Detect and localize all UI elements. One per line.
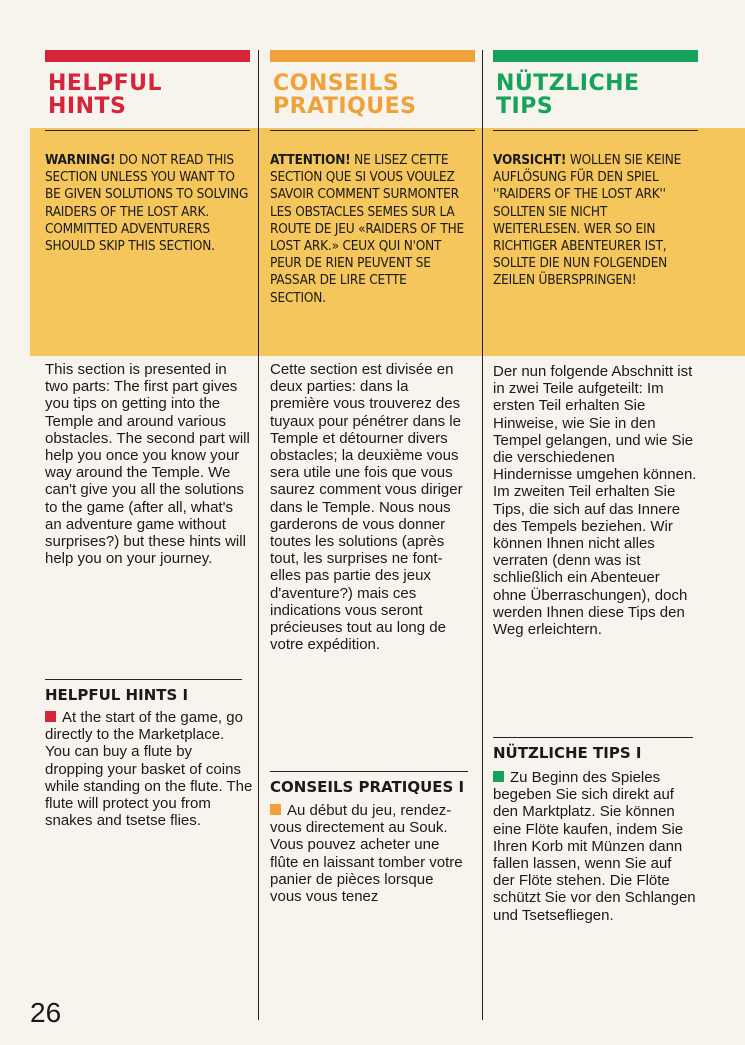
section-subhead: CONSEILS PRATIQUES I	[270, 771, 468, 796]
tip-paragraph	[270, 802, 466, 905]
warning-body: WOLLEN SIE KEINE AUFLÖSUNG FÜR DEN SPIEL ''RAIDERS OF THE LOST ARK'' SOLLTEN SIE NICHT WEITERLESEN. WER SO EIN RICHTIGER ABENTEURER IST, SOLLTE DIE NUN FOLGENDEN ZEILEN ÜBERSPRINGEN!	[493, 152, 682, 289]
warning-text	[45, 152, 253, 255]
intro-paragraph: Der nun folgende Abschnitt ist in zwei Teile aufgeteilt: Im ersten Teil erhalten Sie Hinweise, wie Sie in den Tempel gelangen, und wie Sie die verschiedenen Hindernisse umgehen können. Im zweiten Teil erhalten Sie Tips, die sich auf das Innere des Tempels beziehen. Wir können Ihnen nicht alles verraten (denn was ist schließlich ein Abenteuer ohne Überraschungen), doch werden Ihnen diese Tips den Weg erleichtern.	[493, 363, 697, 639]
warning-body: NE LISEZ CETTE SECTION QUE SI VOUS VOULEZ SAVOIR COMMENT SURMONTER LES OBSTACLES SEMES SUR LA ROUTE DE JEU «RAIDERS OF THE LOST ARK.» CEUX QUI N'ONT PEUR DE RIEN PEUVENT SE PASSAR DE LIRE CETTE SECTION.	[270, 152, 464, 306]
section-subhead: HELPFUL HINTS I	[45, 679, 242, 704]
column-divider	[258, 50, 259, 1020]
warning-text	[493, 152, 695, 290]
column-title: HELPFUL HINTS	[48, 71, 162, 119]
color-bar	[45, 50, 250, 62]
column-french	[270, 0, 465, 1045]
column-german	[493, 0, 698, 1045]
warning-text	[270, 152, 466, 307]
column-title: CONSEILS PRATIQUES	[273, 71, 417, 119]
tip-text: At the start of the game, go directly to the Marketplace. You can buy a flute by dropping your basket of coins while standing on the flute. The flute will protect you from snakes and tsetse flies.	[45, 709, 253, 830]
warning-lead: WARNING!	[45, 152, 116, 168]
section-subhead: NÜTZLICHE TIPS I	[493, 737, 693, 762]
column-title: NÜTZLICHE TIPS	[496, 71, 640, 119]
warning-lead: ATTENTION!	[270, 152, 351, 168]
intro-paragraph: Cette section est divisée en deux parties: dans la première vous trouverez des tuyaux pour pénétrer dans le Temple et détourner divers obstacles; la deuxième vous sera utile une fois que vous saurez comment vous diriger dans le Temple. Nous nous garderons de vous donner toutes les solutions (après tout, les surprises ne font-elles pas partie des jeux d'aventure?) mais ces indications vous seront précieuses tout au long de votre expédition.	[270, 361, 463, 654]
tip-paragraph	[45, 709, 253, 829]
title-rule	[493, 130, 698, 131]
warning-lead: VORSICHT!	[493, 152, 567, 168]
page-number: 26	[30, 997, 62, 1028]
title-rule	[45, 130, 250, 131]
column-divider	[482, 50, 483, 1020]
title-rule	[270, 130, 475, 131]
square-bullet-icon	[270, 804, 281, 815]
tip-paragraph	[493, 769, 697, 924]
tip-text: Zu Beginn des Spieles begeben Sie sich direkt auf den Marktplatz. Sie können eine Flöte kaufen, indem Sie Ihren Korb mit Münzen dann fallen lassen, wenn Sie auf der Flöte stehen. Die Flöte schützt Sie vor den Schlangen und Tsetsefliegen.	[493, 769, 696, 924]
warning-body: DO NOT READ THIS SECTION UNLESS YOU WANT TO BE GIVEN SOLUTIONS TO SOLVING RAIDERS OF THE LOST ARK. COMMITTED ADVENTURERS SHOULD SKIP THIS SECTION.	[45, 152, 249, 255]
tip-text: Au début du jeu, rendez-vous directement au Souk. Vous pouvez acheter une flûte en laissant tomber votre panier de pièces lorsque vous vous tenez	[270, 802, 463, 906]
color-bar	[493, 50, 698, 62]
column-english	[45, 0, 253, 1045]
square-bullet-icon	[493, 771, 504, 782]
color-bar	[270, 50, 475, 62]
square-bullet-icon	[45, 711, 56, 722]
intro-paragraph: This section is presented in two parts: The first part gives you tips on getting into the Temple and around various obstacles. The second part will help you once you know your way around the Temple. We can't give you all the solutions to the game (after all, what's an adventure game without surprises?) but these hints will help you on your journey.	[45, 361, 250, 568]
